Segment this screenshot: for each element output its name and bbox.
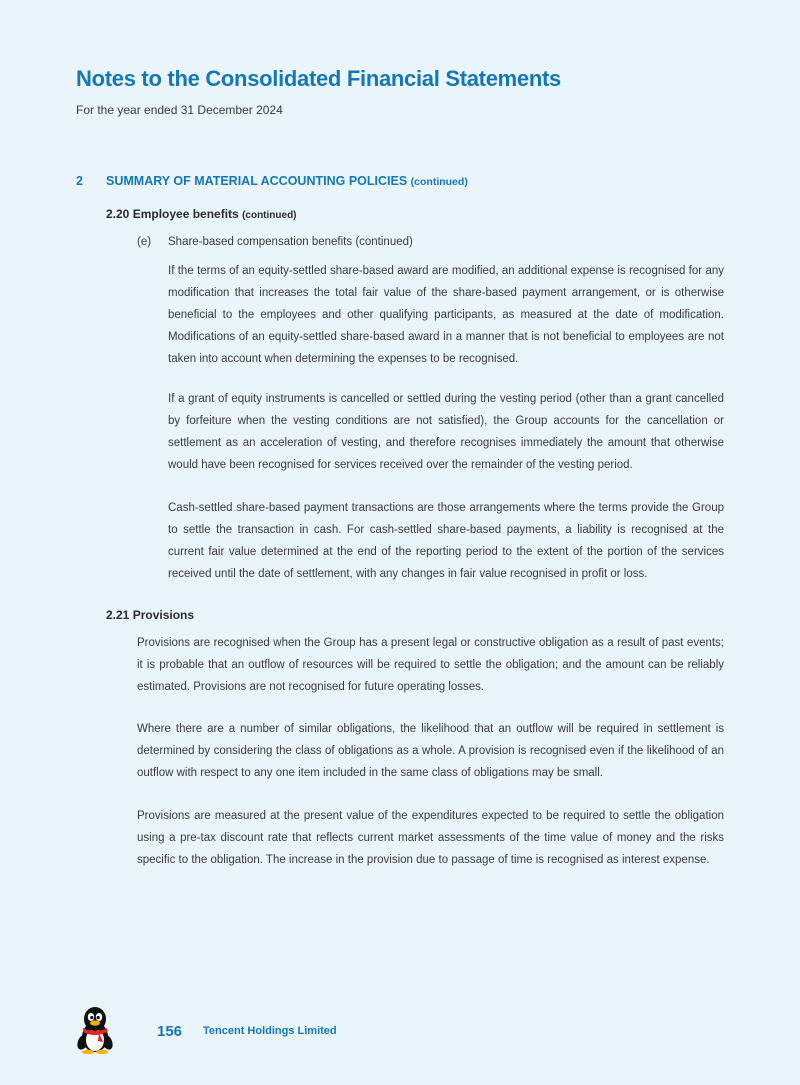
section-continued-label: (continued)	[410, 176, 468, 188]
section-number: 2	[76, 174, 83, 188]
page-title: Notes to the Consolidated Financial Statements	[76, 66, 561, 91]
page-subtitle: For the year ended 31 December 2024	[76, 103, 283, 117]
provisions-recognition-paragraph: Provisions are recognised when the Group has a present legal or constructive obligation as a result of past events; it is probable that an outflow of resources will be required to settle the obligation; and the amount can be reliably estimated. Provisions are not recognised for future operating losses.	[137, 637, 724, 694]
section-heading	[76, 174, 468, 188]
provisions-similar-obligations-paragraph: Where there are a number of similar obligations, the likelihood that an outflow will be required in settlement is determined by considering the class of obligations as a whole. A provision is recognised even if the likelihood of an outflow with respect to any one item included in the same class of obligations may be small.	[137, 723, 724, 780]
provisions-measurement-paragraph: Provisions are measured at the present value of the expenditures expected to be required to settle the obligation using a pre-tax discount rate that reflects current market assessments of the time value of money and the risks specific to the obligation. The increase in the provision due to passage of time is recognised as interest expense.	[137, 810, 724, 867]
item-marker: (e)	[137, 236, 152, 248]
share-based-cancellation-paragraph: If a grant of equity instruments is cancelled or settled during the vesting period (other than a grant cancelled by forfeiture when the vesting conditions are not satisfied), the Group accounts for the cancellation or settlement as an acceleration of vesting, and therefore recognises immediately the amount that otherwise would have been recognised for services received over the remainder of the vesting period.	[168, 393, 724, 472]
provisions-heading: 2.21 Provisions	[106, 608, 195, 622]
employee-benefits-heading	[106, 207, 297, 221]
penguin-mascot-icon	[74, 1006, 116, 1054]
company-name: Tencent Holdings Limited	[203, 1025, 337, 1037]
employee-benefits-continued-label: (continued)	[242, 210, 297, 221]
section-title: SUMMARY OF MATERIAL ACCOUNTING POLICIES	[106, 174, 408, 188]
employee-benefits-title: 2.20 Employee benefits	[106, 207, 239, 221]
item-e-heading	[137, 236, 413, 248]
share-based-modification-paragraph: If the terms of an equity-settled share-based award are modified, an additional expense is recognised for any modification that increases the total fair value of the share-based payment arrangement, or is otherwise beneficial to the employees and other qualifying participants, as measured at the date of modification. Modifications of an equity-settled share-based award in a manner that is not beneficial to employees are not taken into account when determining the expenses to be recognised.	[168, 265, 724, 366]
page-number: 156	[157, 1023, 183, 1040]
cash-settled-paragraph: Cash-settled share-based payment transactions are those arrangements where the terms provide the Group to settle the transaction in cash. For cash-settled share-based payments, a liability is recognised at the current fair value determined at the end of the reporting period to the extent of the portion of the services received until the date of settlement, with any changes in fair value recognised in profit or loss.	[168, 502, 724, 581]
item-title: Share-based compensation benefits (continued)	[168, 236, 413, 248]
